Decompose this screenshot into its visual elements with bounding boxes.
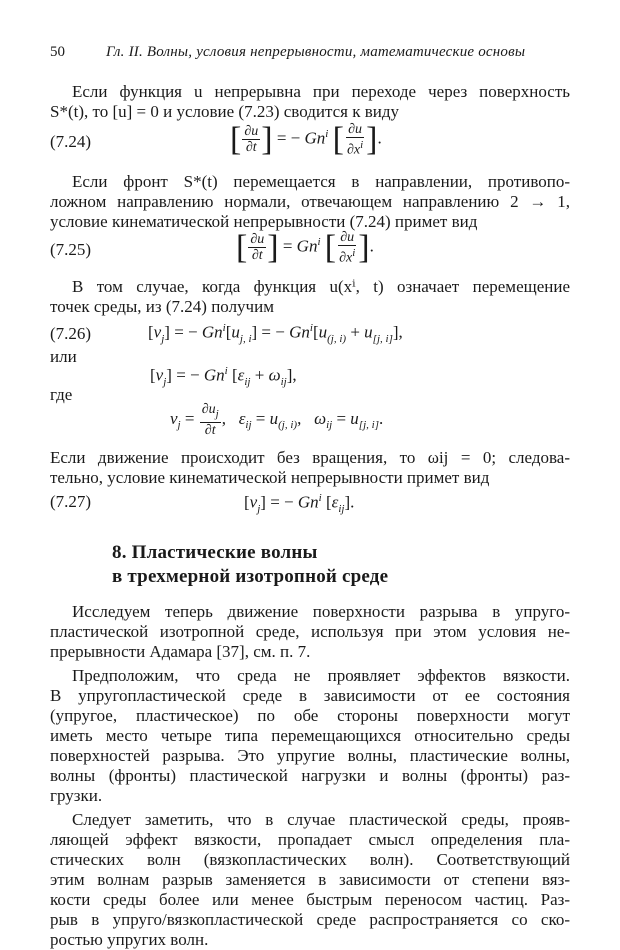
text-line: поверхностей разрыва. Это упругие волны, пластические волны, bbox=[50, 746, 570, 765]
equation-7-27: $[v_j]$ = − $Gn^i$ $[\varepsilon_{ij}]$. bbox=[244, 492, 355, 516]
text-line: ростью упругих волн. bbox=[50, 930, 209, 949]
text-line: условие кинематической непрерывности (7.24) примет вид bbox=[50, 212, 478, 231]
text-line: тельно, условие кинематической непрерывности примет вид bbox=[50, 468, 490, 487]
text-line: стических волн (вязкопластических волн). Соответствующий bbox=[50, 850, 570, 869]
equation-7-25: [ $\frac{\partial u}{\partial t}$ ] = $Gn^i$ [ $\frac{\partial u}{\partial x^i}$ ]. bbox=[236, 228, 374, 266]
text-line: прерывности Адамара [37], см. п. 7. bbox=[50, 642, 311, 661]
equation-vj: $[v_j]$ = − $Gn^i$ $[\varepsilon_{ij} + \omega_{ij}]$, bbox=[150, 365, 297, 389]
text-line: волны (фронты) пластической нагрузки и волны (фронты) раз- bbox=[50, 766, 570, 785]
equation-number: (7.24) bbox=[50, 132, 92, 151]
text-line: ложном направлению нормали, отвечающем направлению 2 → 1, bbox=[50, 192, 570, 211]
text-line: Если функция u непрерывна при переходе через поверхность bbox=[72, 82, 570, 101]
section-title: в трехмерной изотропной среде bbox=[112, 566, 389, 587]
text-line: грузки. bbox=[50, 786, 103, 805]
text-line: иметь место четыре типа перемещающихся относительно среды bbox=[50, 726, 570, 745]
equation-7-26: $[v_j]$ = − $Gn^i[u_{j, i}]$ = − $Gn^i[u_{(j, i)} + u_{[j, i]}]$, bbox=[148, 322, 403, 346]
text-line: или bbox=[50, 347, 77, 366]
page-number: 50 bbox=[50, 44, 65, 60]
equation-7-24: [ $\frac{\partial u}{\partial t}$ ] = − $Gn^i$ [ $\frac{\partial u}{\partial x^i}$ ]. bbox=[230, 120, 382, 158]
text-line: Если движение происходит без вращения, то ωij = 0; следова- bbox=[50, 448, 570, 467]
text-line: этим волнам разрыв заменяется в зависимости от степени вяз- bbox=[50, 870, 570, 889]
text-line: рыв в упруго/вязкопластической среде распространяется со ско- bbox=[50, 910, 570, 929]
text-line: Если фронт S*(t) перемещается в направлении, противопо- bbox=[72, 172, 570, 191]
section-title: 8. Пластические волны bbox=[112, 542, 318, 563]
text-line: пластической изотропной среде, используя при этом условия не- bbox=[50, 622, 570, 641]
text-line: S*(t), то [u] = 0 и условие (7.23) сводится к виду bbox=[50, 102, 399, 121]
equation-number: (7.26) bbox=[50, 324, 92, 343]
running-title: Гл. II. Волны, условия непрерывности, математические основы bbox=[106, 44, 526, 60]
text-line: В упругопластической среде в зависимости от ее состояния bbox=[50, 686, 570, 705]
text-line: Исследуем теперь движение поверхности разрыва в упруго- bbox=[72, 602, 570, 621]
text-line: (упругое, пластическое) по обе стороны поверхности могут bbox=[50, 706, 570, 725]
text-line: кости среды более или менее быстрым переносом частиц. Раз- bbox=[50, 890, 570, 909]
text-line: Предположим, что среда не проявляет эффектов вязкости. bbox=[72, 666, 570, 685]
text-line: где bbox=[50, 385, 73, 404]
equation-number: (7.27) bbox=[50, 492, 92, 511]
text-line: ляющей эффект вязкости, пропадает смысл определения пла- bbox=[50, 830, 570, 849]
text-line: Следует заметить, что в случае пластической среды, прояв- bbox=[72, 810, 570, 829]
text-line: точек среды, из (7.24) получим bbox=[50, 297, 274, 316]
equation-number: (7.25) bbox=[50, 240, 92, 259]
equation-definitions: $v_j$ = $\frac{\partial u_j}{\partial t}$ , $\varepsilon_{ij} = u_{(j, i)}$, $\omega_{ij} = u_{[j, i]}$. bbox=[170, 402, 384, 438]
text-line: В том случае, когда функция u(xⁱ, t) означает перемещение bbox=[72, 277, 570, 296]
